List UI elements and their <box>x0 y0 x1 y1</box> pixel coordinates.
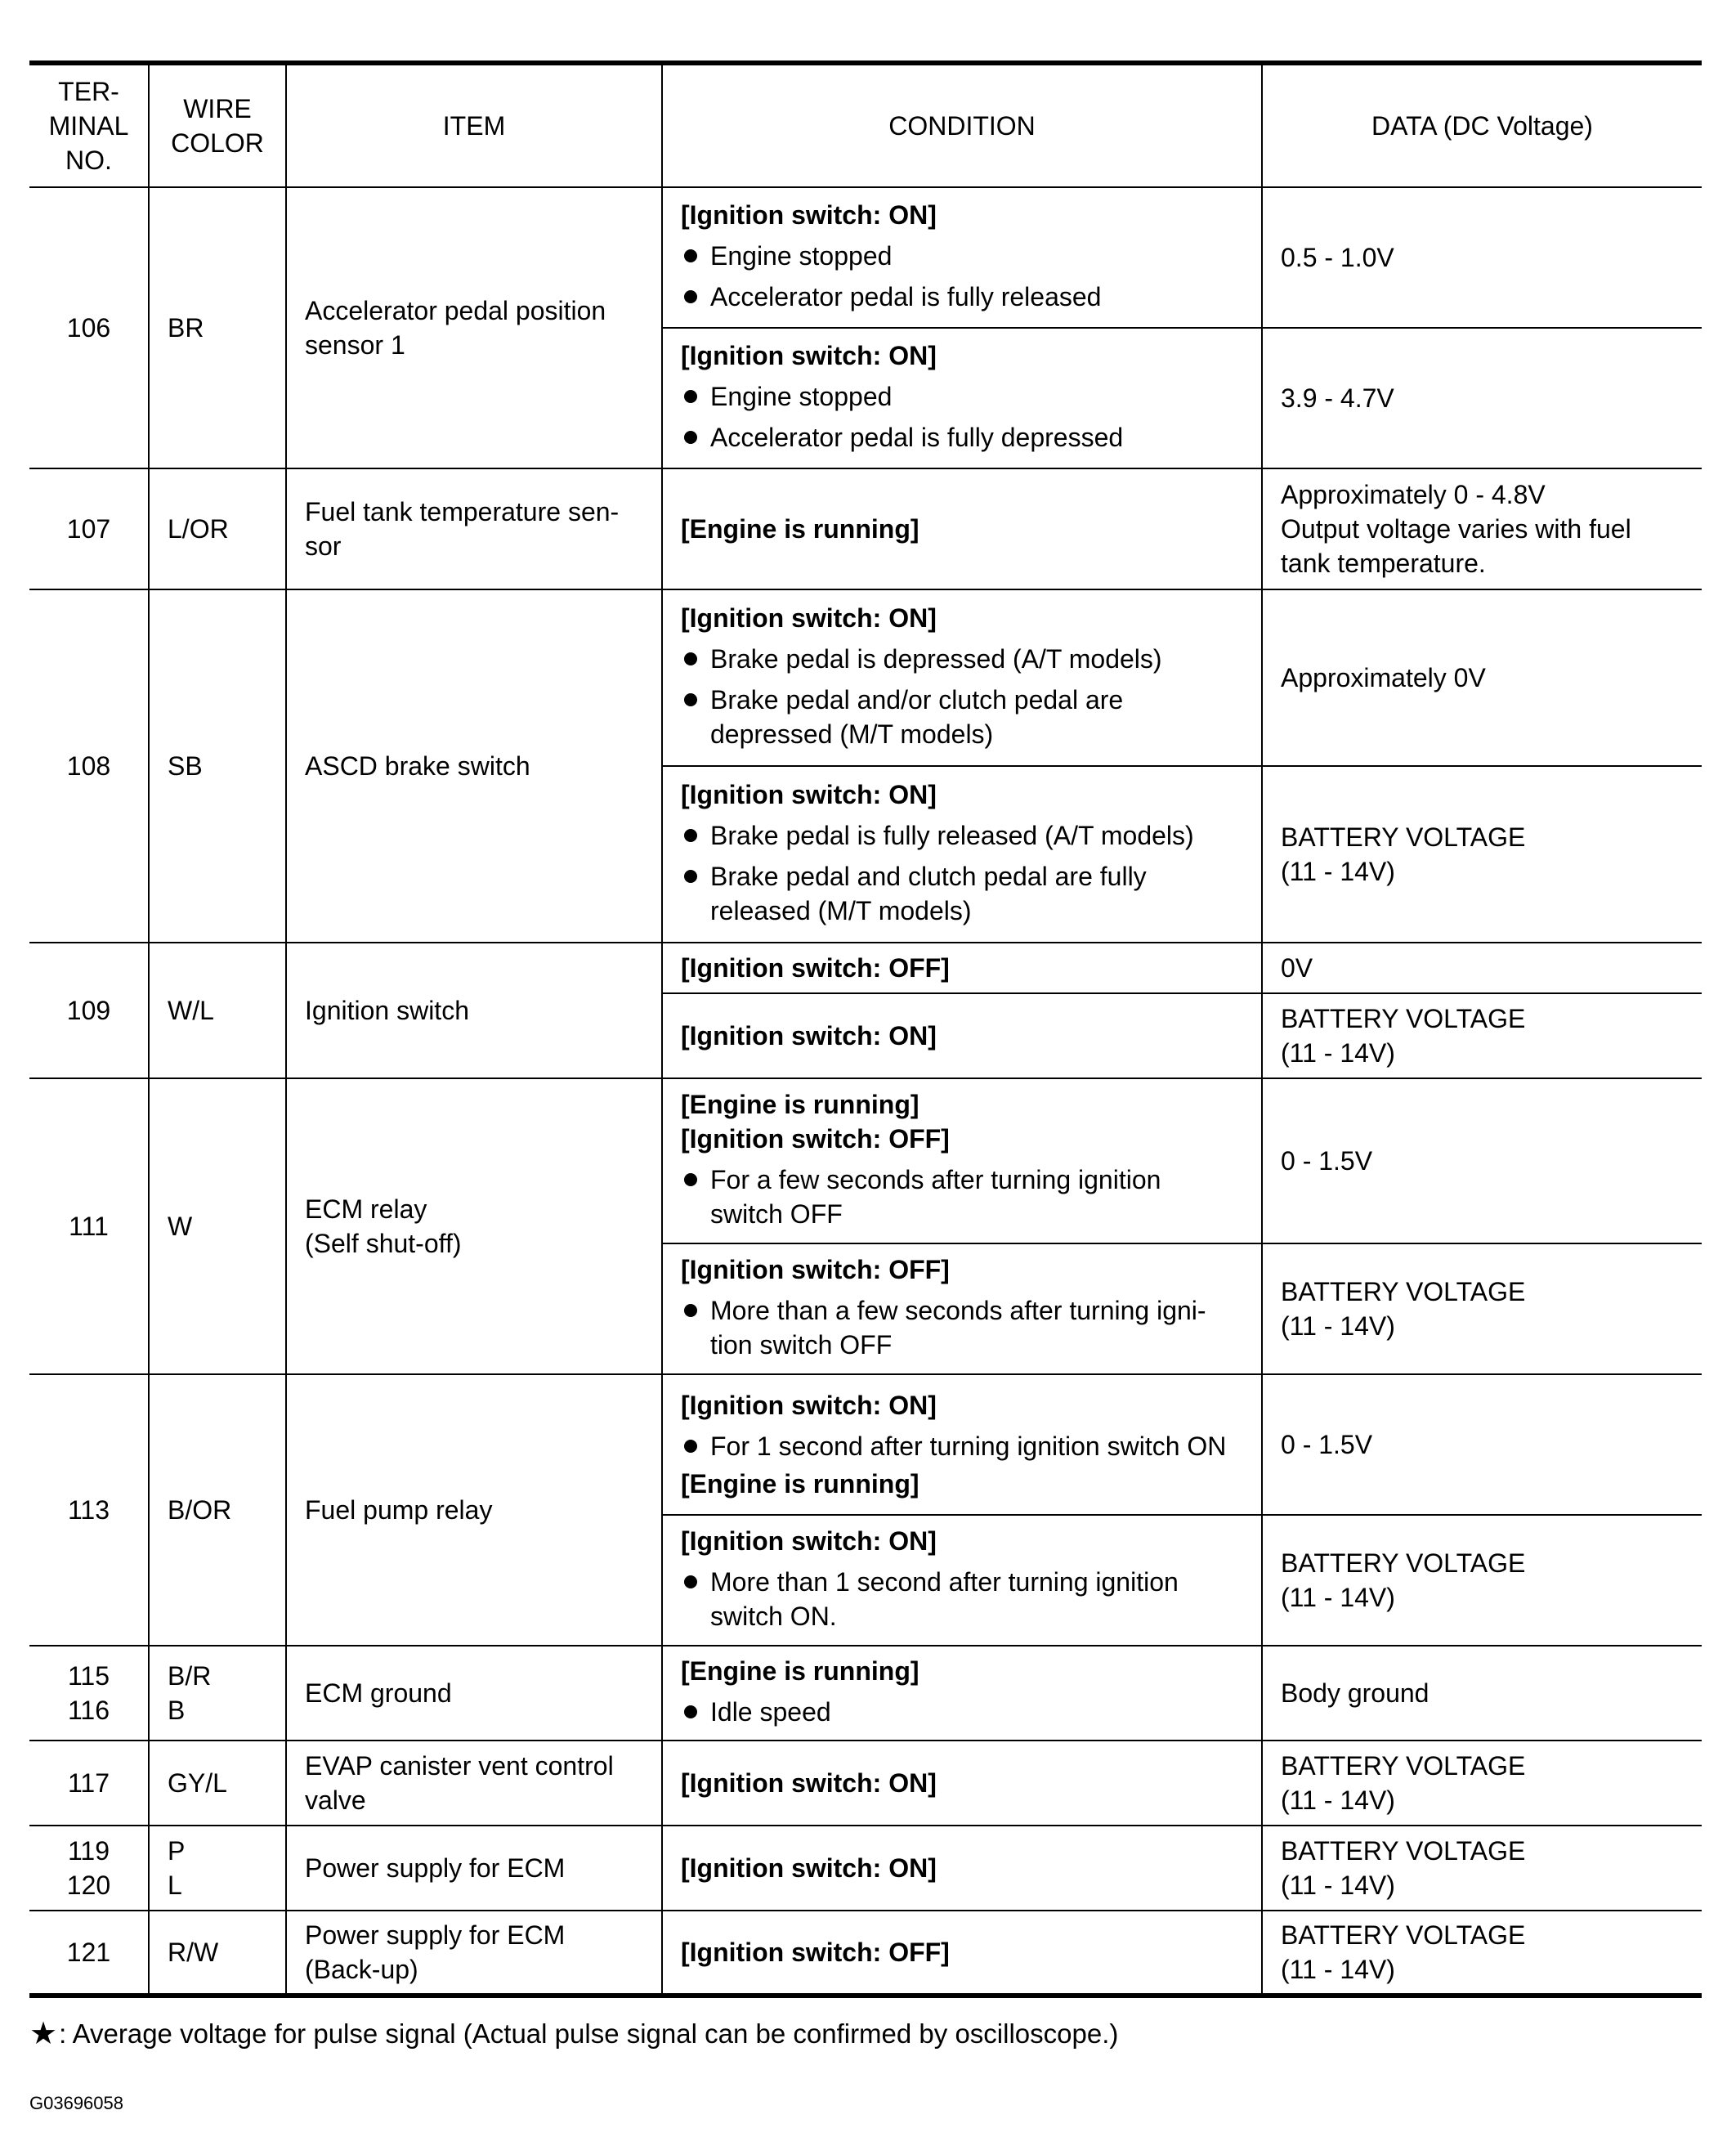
wire-color: SB <box>149 589 286 943</box>
wire-color: B/OR <box>149 1374 286 1646</box>
wire-color: P L <box>149 1826 286 1911</box>
data-value: BATTERY VOLTAGE (11 - 14V) <box>1262 1243 1702 1374</box>
wire-color: B/R B <box>149 1646 286 1741</box>
table-row <box>29 1078 1702 1243</box>
table-row <box>29 1646 1702 1741</box>
bullet-dot-icon <box>684 1304 697 1317</box>
table-row <box>29 187 1702 328</box>
ecm-terminal-table <box>29 60 1702 1998</box>
table-row <box>29 1374 1702 1515</box>
data-value: 0.5 - 1.0V <box>1262 187 1702 328</box>
condition-heading: [Ignition switch: OFF] <box>681 1124 950 1154</box>
item-name: ASCD brake switch <box>286 589 662 943</box>
item-name: Fuel tank temperature sen- sor <box>286 468 662 589</box>
item-name: Fuel pump relay <box>286 1374 662 1646</box>
terminal-number: 119 120 <box>29 1826 149 1911</box>
data-value: BATTERY VOLTAGE (11 - 14V) <box>1262 1911 1702 1996</box>
table-row <box>29 1826 1702 1911</box>
bullet-dot-icon <box>684 249 697 262</box>
wire-color: W <box>149 1078 286 1374</box>
condition-bullet <box>681 1163 1251 1231</box>
condition-bullet <box>681 642 1251 676</box>
condition-heading: [Engine is running] <box>681 1469 919 1499</box>
bullet-dot-icon <box>684 1705 697 1718</box>
condition-bullet-text: For 1 second after turning ignition switch ON <box>710 1431 1227 1461</box>
table-row <box>29 943 1702 993</box>
condition-cell <box>662 766 1262 943</box>
bullet-dot-icon <box>684 1440 697 1453</box>
bullet-dot-icon <box>684 829 697 842</box>
condition-heading: [Engine is running] <box>681 1656 919 1686</box>
condition-bullet <box>681 280 1251 314</box>
condition-heading: [Ignition switch: OFF] <box>681 1255 950 1284</box>
condition-bullet-text: Engine stopped <box>710 241 893 271</box>
condition-heading: [Ignition switch: ON] <box>681 1853 937 1883</box>
condition-cell <box>662 1078 1262 1243</box>
data-value: BATTERY VOLTAGE (11 - 14V) <box>1262 1741 1702 1826</box>
terminal-number: 109 <box>29 943 149 1078</box>
terminal-number: 113 <box>29 1374 149 1646</box>
data-value: Approximately 0 - 4.8V Output voltage varies with fuel tank temperature. <box>1262 468 1702 589</box>
bullet-dot-icon <box>684 290 697 303</box>
data-value: 0 - 1.5V <box>1262 1078 1702 1243</box>
wire-color: BR <box>149 187 286 468</box>
condition-heading: [Ignition switch: ON] <box>681 1021 937 1051</box>
footnote <box>29 2018 1118 2050</box>
condition-bullet-text: Brake pedal is fully released (A/T models) <box>710 821 1194 850</box>
condition-bullet <box>681 1293 1251 1362</box>
condition-bullet-text: More than 1 second after turning ignition switch ON. <box>710 1567 1179 1631</box>
data-value: BATTERY VOLTAGE (11 - 14V) <box>1262 993 1702 1078</box>
condition-cell <box>662 1741 1262 1826</box>
condition-cell <box>662 943 1262 993</box>
table-row <box>29 468 1702 589</box>
item-name: Power supply for ECM (Back-up) <box>286 1911 662 1996</box>
item-name: Ignition switch <box>286 943 662 1078</box>
table-row <box>29 1741 1702 1826</box>
condition-bullet-text: More than a few seconds after turning igni- tion switch OFF <box>710 1296 1206 1360</box>
item-name: Accelerator pedal position sensor 1 <box>286 187 662 468</box>
condition-heading: [Engine is running] <box>681 514 919 544</box>
bullet-dot-icon <box>684 1575 697 1588</box>
condition-heading: [Ignition switch: OFF] <box>681 1938 950 1967</box>
terminal-data-sheet <box>29 60 1702 1998</box>
bullet-dot-icon <box>684 431 697 444</box>
condition-heading: [Ignition switch: ON] <box>681 341 937 370</box>
terminal-number: 121 <box>29 1911 149 1996</box>
condition-cell <box>662 328 1262 468</box>
bullet-dot-icon <box>684 1173 697 1186</box>
terminal-number: 106 <box>29 187 149 468</box>
condition-bullet <box>681 818 1251 853</box>
header-item: ITEM <box>286 63 662 187</box>
condition-cell <box>662 1374 1262 1515</box>
data-value: 3.9 - 4.7V <box>1262 328 1702 468</box>
condition-heading: [Ignition switch: OFF] <box>681 953 950 983</box>
bullet-dot-icon <box>684 652 697 665</box>
condition-bullet <box>681 420 1251 455</box>
data-value: Body ground <box>1262 1646 1702 1741</box>
condition-bullet <box>681 683 1251 751</box>
header-data: DATA (DC Voltage) <box>1262 63 1702 187</box>
item-name: EVAP canister vent control valve <box>286 1741 662 1826</box>
condition-cell <box>662 187 1262 328</box>
condition-bullet <box>681 1429 1251 1463</box>
terminal-number: 107 <box>29 468 149 589</box>
header-wire-color: WIRE COLOR <box>149 63 286 187</box>
condition-heading: [Ignition switch: ON] <box>681 200 937 230</box>
bullet-dot-icon <box>684 870 697 883</box>
terminal-number: 115 116 <box>29 1646 149 1741</box>
condition-bullet-text: For a few seconds after turning ignition switch OFF <box>710 1165 1161 1229</box>
wire-color: L/OR <box>149 468 286 589</box>
data-value: 0V <box>1262 943 1702 993</box>
item-name: Power supply for ECM <box>286 1826 662 1911</box>
condition-cell <box>662 468 1262 589</box>
condition-heading: [Engine is running] <box>681 1090 919 1119</box>
condition-cell <box>662 1826 1262 1911</box>
condition-heading: [Ignition switch: ON] <box>681 603 937 633</box>
condition-bullet-text: Accelerator pedal is fully released <box>710 282 1102 311</box>
table-row <box>29 589 1702 766</box>
condition-cell <box>662 1243 1262 1374</box>
item-name: ECM relay (Self shut-off) <box>286 1078 662 1374</box>
wire-color: GY/L <box>149 1741 286 1826</box>
condition-heading: [Ignition switch: ON] <box>681 1391 937 1420</box>
condition-bullet <box>681 1695 1251 1729</box>
header-terminal-no: TER- MINAL NO. <box>29 63 149 187</box>
condition-bullet-text: Brake pedal and clutch pedal are fully released (M/T models) <box>710 862 1147 925</box>
data-value: BATTERY VOLTAGE (11 - 14V) <box>1262 1826 1702 1911</box>
condition-bullet-text: Idle speed <box>710 1697 831 1727</box>
bullet-dot-icon <box>684 693 697 706</box>
condition-cell <box>662 993 1262 1078</box>
condition-cell <box>662 589 1262 766</box>
wire-color: R/W <box>149 1911 286 1996</box>
data-value: Approximately 0V <box>1262 589 1702 766</box>
condition-bullet <box>681 1565 1251 1633</box>
header-condition: CONDITION <box>662 63 1262 187</box>
item-name: ECM ground <box>286 1646 662 1741</box>
terminal-number: 117 <box>29 1741 149 1826</box>
condition-bullet-text: Brake pedal and/or clutch pedal are depressed (M/T models) <box>710 685 1124 749</box>
bullet-dot-icon <box>684 390 697 403</box>
table-row <box>29 1911 1702 1996</box>
condition-heading: [Ignition switch: ON] <box>681 1526 937 1556</box>
condition-cell <box>662 1646 1262 1741</box>
condition-bullet-text: Brake pedal is depressed (A/T models) <box>710 644 1162 674</box>
condition-bullet-text: Engine stopped <box>710 382 893 411</box>
condition-bullet <box>681 379 1251 414</box>
condition-bullet <box>681 239 1251 273</box>
condition-heading: [Ignition switch: ON] <box>681 1768 937 1798</box>
condition-bullet-text: Accelerator pedal is fully depressed <box>710 423 1124 452</box>
data-value: BATTERY VOLTAGE (11 - 14V) <box>1262 766 1702 943</box>
terminal-number: 111 <box>29 1078 149 1374</box>
condition-bullet <box>681 859 1251 928</box>
condition-heading: [Ignition switch: ON] <box>681 780 937 809</box>
data-value: BATTERY VOLTAGE (11 - 14V) <box>1262 1515 1702 1646</box>
document-id: G03696058 <box>29 2093 123 2113</box>
footnote-text: : Average voltage for pulse signal (Actual pulse signal can be confirmed by oscilloscope.) <box>59 2018 1119 2049</box>
condition-cell <box>662 1515 1262 1646</box>
star-icon: ★ <box>29 2017 58 2051</box>
wire-color: W/L <box>149 943 286 1078</box>
data-value: 0 - 1.5V <box>1262 1374 1702 1515</box>
condition-cell <box>662 1911 1262 1996</box>
table-header-row <box>29 63 1702 187</box>
terminal-number: 108 <box>29 589 149 943</box>
